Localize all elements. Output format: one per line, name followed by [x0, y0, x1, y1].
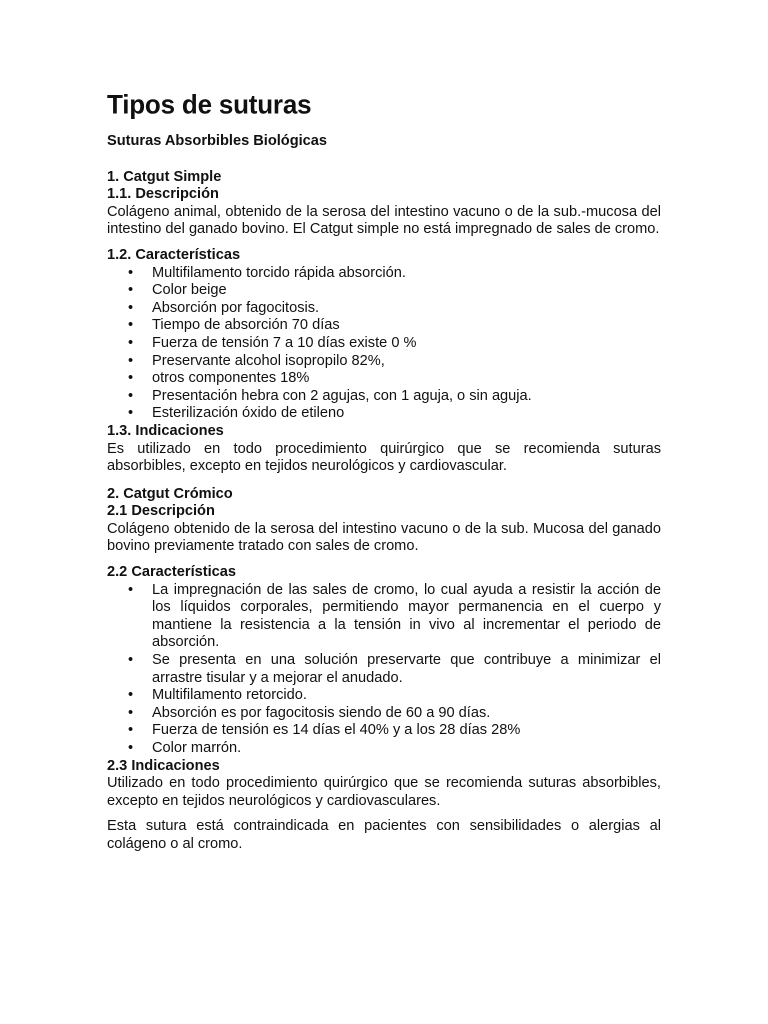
- bullet-icon: •: [128, 387, 134, 404]
- section-1-heading: 1. Catgut Simple: [107, 168, 222, 185]
- section-2-indicaciones-heading: 2.3 Indicaciones: [107, 757, 220, 774]
- list-item: [107, 740, 661, 758]
- list-item: [107, 405, 661, 423]
- section-1-caracteristicas-list: [107, 265, 661, 423]
- list-item: [107, 722, 661, 740]
- list-item: [107, 265, 661, 283]
- list-item: [107, 353, 661, 371]
- bullet-icon: •: [128, 282, 134, 299]
- bullet-icon: •: [128, 581, 134, 598]
- section-2-caracteristicas-heading: 2.2 Características: [107, 564, 236, 581]
- list-item: [107, 652, 661, 687]
- list-item: [107, 388, 661, 406]
- list-item: [107, 582, 661, 652]
- list-item: [107, 300, 661, 318]
- section-2-caracteristicas-list: [107, 582, 661, 758]
- section-2-descripcion-text: Colágeno obtenido de la serosa del intestino vacuno o de la sub. Mucosa del ganado bovino previamente tratado con sales de cromo.: [107, 520, 661, 555]
- bullet-icon: •: [128, 722, 134, 739]
- list-item-text: Multifilamento torcido rápida absorción.: [152, 264, 406, 281]
- section-1-descripcion-text: Colágeno animal, obtenido de la serosa del intestino vacuno o de la sub.-mucosa del intestino del ganado bovino. El Catgut simple no está impregnado de sales de cromo.: [107, 203, 661, 238]
- bullet-icon: •: [128, 740, 134, 756]
- bullet-icon: •: [128, 299, 134, 316]
- list-item-text: Tiempo de absorción 70 días: [152, 317, 340, 334]
- list-item-text: Presentación hebra con 2 agujas, con 1 aguja, o sin aguja.: [152, 387, 532, 404]
- section-2-indicaciones-text: Utilizado en todo procedimiento quirúrgico que se recomienda suturas absorbibles, excepto en tejidos neurológicos y cardiovasculares.: [107, 775, 661, 809]
- bullet-icon: •: [128, 704, 134, 721]
- section-1-caracteristicas-heading: 1.2. Características: [107, 246, 241, 263]
- list-item: [107, 282, 661, 300]
- list-item-text: La impregnación de las sales de cromo, lo cual ayuda a resistir la acción de los líquidos corporales, permitiendo mayor permanencia en el cuerpo y mantiene la resistencia a la tensión in vivo al incrementar el periodo de absorción.: [152, 581, 661, 651]
- page-title: Tipos de suturas: [107, 88, 312, 120]
- list-item-text: Fuerza de tensión es 14 días el 40% y a los 28 días 28%: [152, 722, 521, 739]
- list-item-text: Color beige: [152, 282, 227, 299]
- list-item: [107, 705, 661, 723]
- list-item: [107, 335, 661, 353]
- section-1-indicaciones-heading: 1.3. Indicaciones: [107, 422, 224, 439]
- list-item-text: otros componentes 18%: [152, 370, 310, 387]
- bullet-icon: •: [128, 317, 134, 334]
- section-2-note-text: Esta sutura está contraindicada en pacientes con sensibilidades o alergias al colágeno o al cromo.: [107, 818, 661, 852]
- list-item-text: Esterilización óxido de etileno: [152, 405, 345, 422]
- list-item-text: Absorción por fagocitosis.: [152, 299, 320, 316]
- bullet-icon: •: [128, 370, 134, 387]
- list-item-text: Se presenta en una solución preservarte que contribuye a minimizar el arrastre tisular y a mejorar el anudado.: [152, 652, 661, 686]
- document-subtitle: Suturas Absorbibles Biológicas: [107, 133, 328, 149]
- section-1-indicaciones-text: Es utilizado en todo procedimiento quirúrgico que se recomienda suturas absorbibles, excepto en tejidos neurológicos y cardiovascular.: [107, 440, 661, 475]
- document-page: [107, 88, 661, 854]
- bullet-icon: •: [128, 652, 134, 669]
- bullet-icon: •: [128, 687, 134, 704]
- list-item-text: Color marrón.: [152, 740, 242, 756]
- bullet-icon: •: [128, 334, 134, 351]
- section-1-descripcion-heading: 1.1. Descripción: [107, 186, 219, 203]
- section-2-descripcion-heading: 2.1 Descripción: [107, 503, 215, 520]
- list-item: [107, 317, 661, 335]
- list-item-text: Multifilamento retorcido.: [152, 687, 307, 704]
- list-item-text: Fuerza de tensión 7 a 10 días existe 0 %: [152, 334, 417, 351]
- bullet-icon: •: [128, 405, 134, 422]
- list-item: [107, 370, 661, 388]
- bullet-icon: •: [128, 264, 134, 281]
- section-2-heading: 2. Catgut Crómico: [107, 485, 233, 502]
- list-item-text: Absorción es por fagocitosis siendo de 60 a 90 días.: [152, 704, 491, 721]
- bullet-icon: •: [128, 352, 134, 369]
- list-item-text: Preservante alcohol isopropilo 82%,: [152, 352, 385, 369]
- list-item: [107, 687, 661, 705]
